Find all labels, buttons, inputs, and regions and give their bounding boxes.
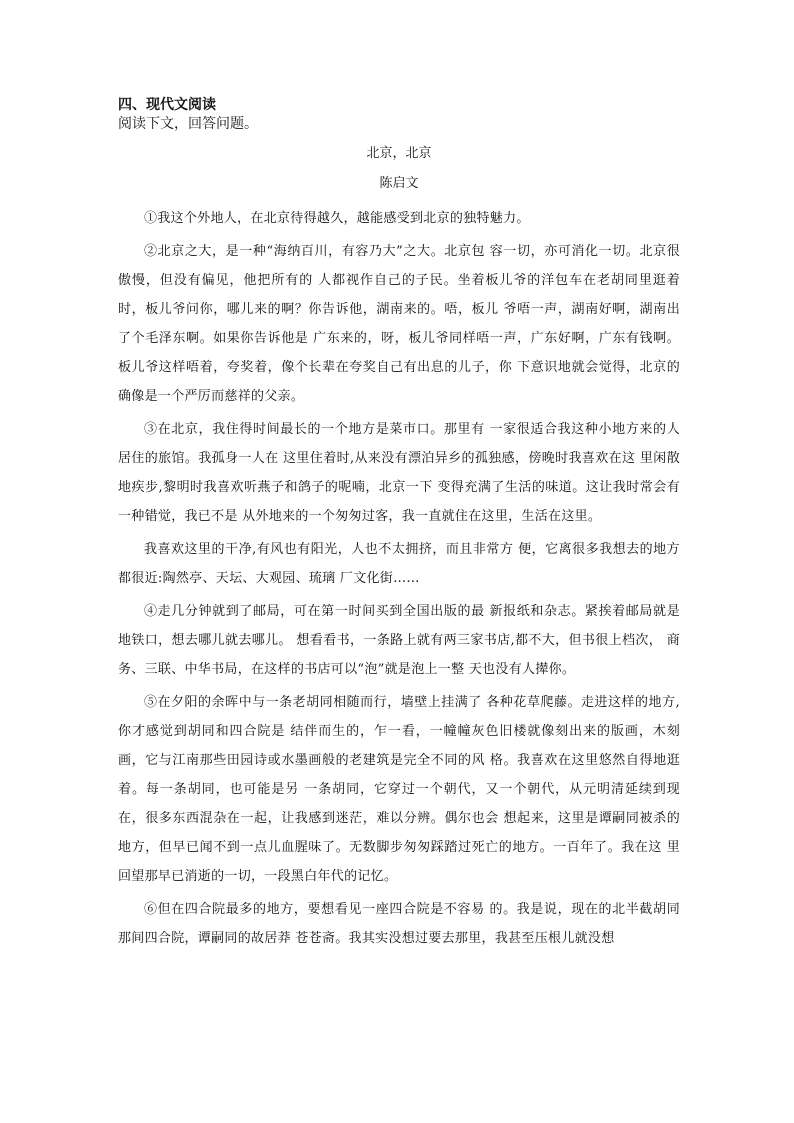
paragraph-4: ④走几分钟就到了邮局，可在第一时间买到全国出版的最 新报纸和杂志。紧挨着邮局就是地铁口，想去哪儿就去哪儿。 想看看书，一条路上就有两三家书店,都不大，但书很上档次， 商务、三联、中华书局，在这样的书店可以“泡”就是泡上一整 天也没有人撵你。	[118, 604, 680, 677]
instruction-text: 阅读下文，回答问题。	[118, 116, 258, 132]
paragraph-3: ③在北京，我住得时间最长的一个地方是菜市口。那里有 一家很适合我这种小地方来的人居住的旅馆。我孤身一人在 这里住着时,从来没有漂泊异乡的孤独感，傍晚时我喜欢在这 里闲散地疾步,黎明时我喜欢听燕子和鸽子的呢喃，北京一下 变得充满了生活的味道。这让我时常会有一种错觉，我已不是 从外地来的一个匆匆过客，我一直就住在这里，生活在这里。	[118, 422, 680, 524]
section-heading: 四、现代文阅读	[118, 97, 216, 113]
article-title: 北京，北京	[366, 146, 432, 161]
paragraph-5: ⑤在夕阳的余晖中与一条老胡同相随而行，墙壁上挂满了 各种花草爬藤。走进这样的地方,你才感觉到胡同和四合院是 结伴而生的，乍一看，一幢幢灰色旧楼就像刻出来的版画，木刻 画，它与江南那些田园诗或水墨画般的老建筑是完全不同的风 格。我喜欢在这里悠然自得地逛着。每一条胡同，也可能是另 一条胡同，它穿过一个朝代，又一个朝代，从元明清延续到现 在，很多东西混杂在一起，让我感到迷茫，难以分辨。偶尔也会 想起来，这里是谭嗣同被杀的地方，但早已闻不到一点儿血腥味了。无数脚步匆匆踩踏过死亡的地方。一百年了。我在这 里回望那早已消逝的一切，一段黑白年代的记忆。	[118, 695, 680, 884]
document-page	[118, 96, 680, 953]
paragraph-3-continued: 我喜欢这里的干净,有风也有阳光，人也不太拥挤，而且非常方 便，它离很多我想去的地方都很近:陶然亭、天坛、大观园、琉璃 厂文化街……	[118, 542, 680, 586]
paragraph-1: ①我这个外地人，在北京待得越久，越能感受到北京的独特魅力。	[144, 211, 530, 226]
paragraph-2: ②北京之大，是一种“海纳百川，有容乃大”之大。北京包 容一切，亦可消化一切。北京很傲慢，但没有偏见，他把所有的 人都视作自己的子民。坐着板儿爷的洋包车在老胡同里逛着 时，板儿爷问你，哪儿来的啊？你告诉他，湖南来的。唔，板儿 爷唔一声，湖南好啊，湖南出了个毛泽东啊。如果你告诉他是 广东来的，呀，板儿爷同样唔一声，广东好啊，广东有钱啊。板儿爷这样唔着，夸奖着，像个长辈在夸奖自己有出息的儿子，你 下意识地就会觉得，北京的确像是一个严厉而慈祥的父亲。	[118, 244, 680, 404]
paragraph-6: ⑥但在四合院最多的地方，要想看见一座四合院是不容易 的。我是说，现在的北半截胡同那间四合院，谭嗣同的故居莽 苍苍斋。我其实没想过要去那里，我甚至压根儿就没想	[118, 902, 680, 946]
article-author: 陈启文	[379, 176, 419, 191]
